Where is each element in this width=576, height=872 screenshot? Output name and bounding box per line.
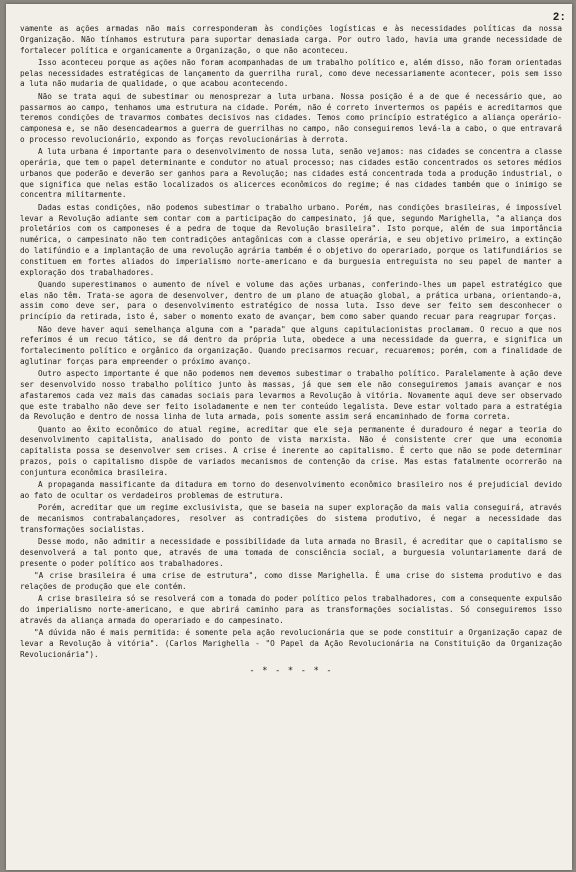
paragraph: Não se trata aqui de subestimar ou menosprezar a luta urbana. Nossa posição é a de que é necessário que, ao passarmos ao campo, tenhamos uma estrutura na cidade. Porém, não é correto invertermos os papéis e acreditarmos que teremos condições de travarmos combates decisivos nas cidades. Temos como princípio estratégico a aliança operário-camponesa e, se não desencadearmos a guerra de guerrilhas no campo, não conseguiremos levá-la a cabo, o que entravará o processo revolucionário, expondo as forças revolucionárias à derrota. xyxy=(20,91,562,144)
paragraph: A propaganda massificante da ditadura em torno do desenvolvimento econômico brasileiro nos é prejudicial devido ao fato de ocultar os verdadeiros problemas de estrutura. xyxy=(20,480,562,500)
paragraph: Isso aconteceu porque as ações não foram acompanhadas de um trabalho político e, além disso, não foram orientadas pelas necessidades estratégicas de lançamento da guerrilha rural, como deve necessariamente acontecer, pois sem isso a luta não mudaria de qualidade, o que acabou acontecendo. xyxy=(20,57,562,89)
document-body xyxy=(20,24,562,677)
paragraph: vamente as ações armadas não mais corresponderam às condições logísticas e às necessidades políticas da nossa Organização. Não tínhamos estrutura para suportar demasiada carga. Por outro lado, havia uma grande necessidade de fortalecer política e organicamente a Organização, o que não aconteceu. xyxy=(20,24,562,55)
closing-quote: "A dúvida não é mais permitida: é somente pela ação revolucionária que se pode constituir a Organização capaz de levar a Revolução à vitória". (Carlos Marighella - "O Papel da Ação Revolucionária na Constituição da Organização Revolucionária"). xyxy=(20,628,562,659)
paragraph: Não deve haver aqui semelhança alguma com a "parada" que alguns capitulacionistas proclamam. O recuo a que nos referimos é um recuo tático, se dá dentro da própria luta, obedece a uma necessidade da guerra, e significa um fortalecimento político e orgânico da organização. Quando precisarmos recuar, recuaremos; porém, com a finalidade de aglutinar forças para empreender o próximo avanço. xyxy=(20,324,562,366)
paragraph: A luta urbana é importante para o desenvolvimento de nossa luta, senão vejamos: nas cidades se concentra a classe operária, que tem o papel determinante e condutor no atual processo; nas cidades estão concentrados os setores médios urbanos que poderão e deverão ser ganhos para a Revolução; nas cidades está concentrada toda a produção industrial, o que significa que nelas estão localizados os alicerces econômicos do regime; é nas cidades também que o inimigo se concentra militarmente. xyxy=(20,147,562,200)
paragraph: Dadas estas condições, não podemos subestimar o trabalho urbano. Porém, nas condições brasileiras, é impossível levar a Revolução adiante sem contar com a participação do campesinato, já que, segundo Marighella, "a aliança dos proletários com os camponeses é a pedra de toque da Revolução brasileira". Isto porque, além de sua importância numérica, o campesinato não tem contradições antagônicas com a classe operária, e seu objetivo primeiro, a extinção do latifúndio e a implantação de uma revolução agrária também é o objetivo do operariado, porque os latifundiários se constituem em fortes aliados do imperialismo norte-americano e da burguesia entreguista no seu papel de manter a exploração dos trabalhadores. xyxy=(20,202,562,277)
paragraph: Outro aspecto importante é que não podemos nem devemos subestimar o trabalho político. Paralelamente à ação deve ser desenvolvido nosso trabalho político junto às massas, já que sem ele não conseguiremos jamais avançar e nos afastaremos cada vez mais das camadas sociais para levarmos a Revolução à vitória. Novamente aqui deve ser observado que este trabalho não deve ser feito isoladamente e nem ter conteúdo legalista. Deve estar voltado para a estratégia da Revolução e dentro de nossa linha de luta armada, pois somente assim será encaminhado de forma correta. xyxy=(20,369,562,422)
paragraph: Quando superestimamos o aumento de nível e volume das ações urbanas, conferindo-lhes um papel estratégico que elas não têm. Trata-se agora de desenvolver, dentro de um plano de atuação global, a prática urbana, orientando-a, assim como deve ser, para o desenvolvimento estratégico de nossa luta. Isso deve ser feito sem desconhecer o princípio da retirada, isto é, saber o momento exato de avançar, bem como saber quando recuar para reagrupar forças. xyxy=(20,279,562,322)
quote-paragraph: "A crise brasileira é uma crise de estrutura", como disse Marighella. É uma crise do sistema produtivo e das relações de produção que ele contém. xyxy=(20,571,562,591)
paragraph: A crise brasileira só se resolverá com a tomada do poder político pelos trabalhadores, com a consequente expulsão do imperialismo norte-americano, e que abrirá caminho para as transformações socialistas. Só conseguiremos isso através da aliança armada do operariado e do campesinato. xyxy=(20,594,562,625)
paragraph: Porém, acreditar que um regime exclusivista, que se baseia na super exploração da mais valia conseguirá, através de mecanismos contrabalançadores, resolver as contradições do sistema produtivo, é negar a necessidade das transformações socialistas. xyxy=(20,503,562,534)
document-page xyxy=(6,4,572,870)
paragraph: Quanto ao êxito econômico do atual regime, acreditar que ele seja permanente é duradouro é negar a teoria do desenvolvimento capitalista, analisado do ponto de vista marxista. Não é consistente crer que uma economia capitalista possa se desenvolver sem crises. A crise é inerente ao capitalismo. É certo que não se pode determinar prazos, pois o capitalismo dispõe de variados mecanismos de contenção da crise. Mas estas fatalmente ocorrerão na conjuntura econômica brasileira. xyxy=(20,424,562,477)
page-number: 2: xyxy=(552,12,566,24)
paragraph: Desse modo, não admitir a necessidade e possibilidade da luta armada no Brasil, é acreditar que o capitalismo se desenvolverá a tal ponto que, através de uma tomada de consciência social, a burguesia voluntariamente dará de presente o poder político aos trabalhadores. xyxy=(20,537,562,568)
ending-mark: - * - * - * - xyxy=(249,666,333,677)
